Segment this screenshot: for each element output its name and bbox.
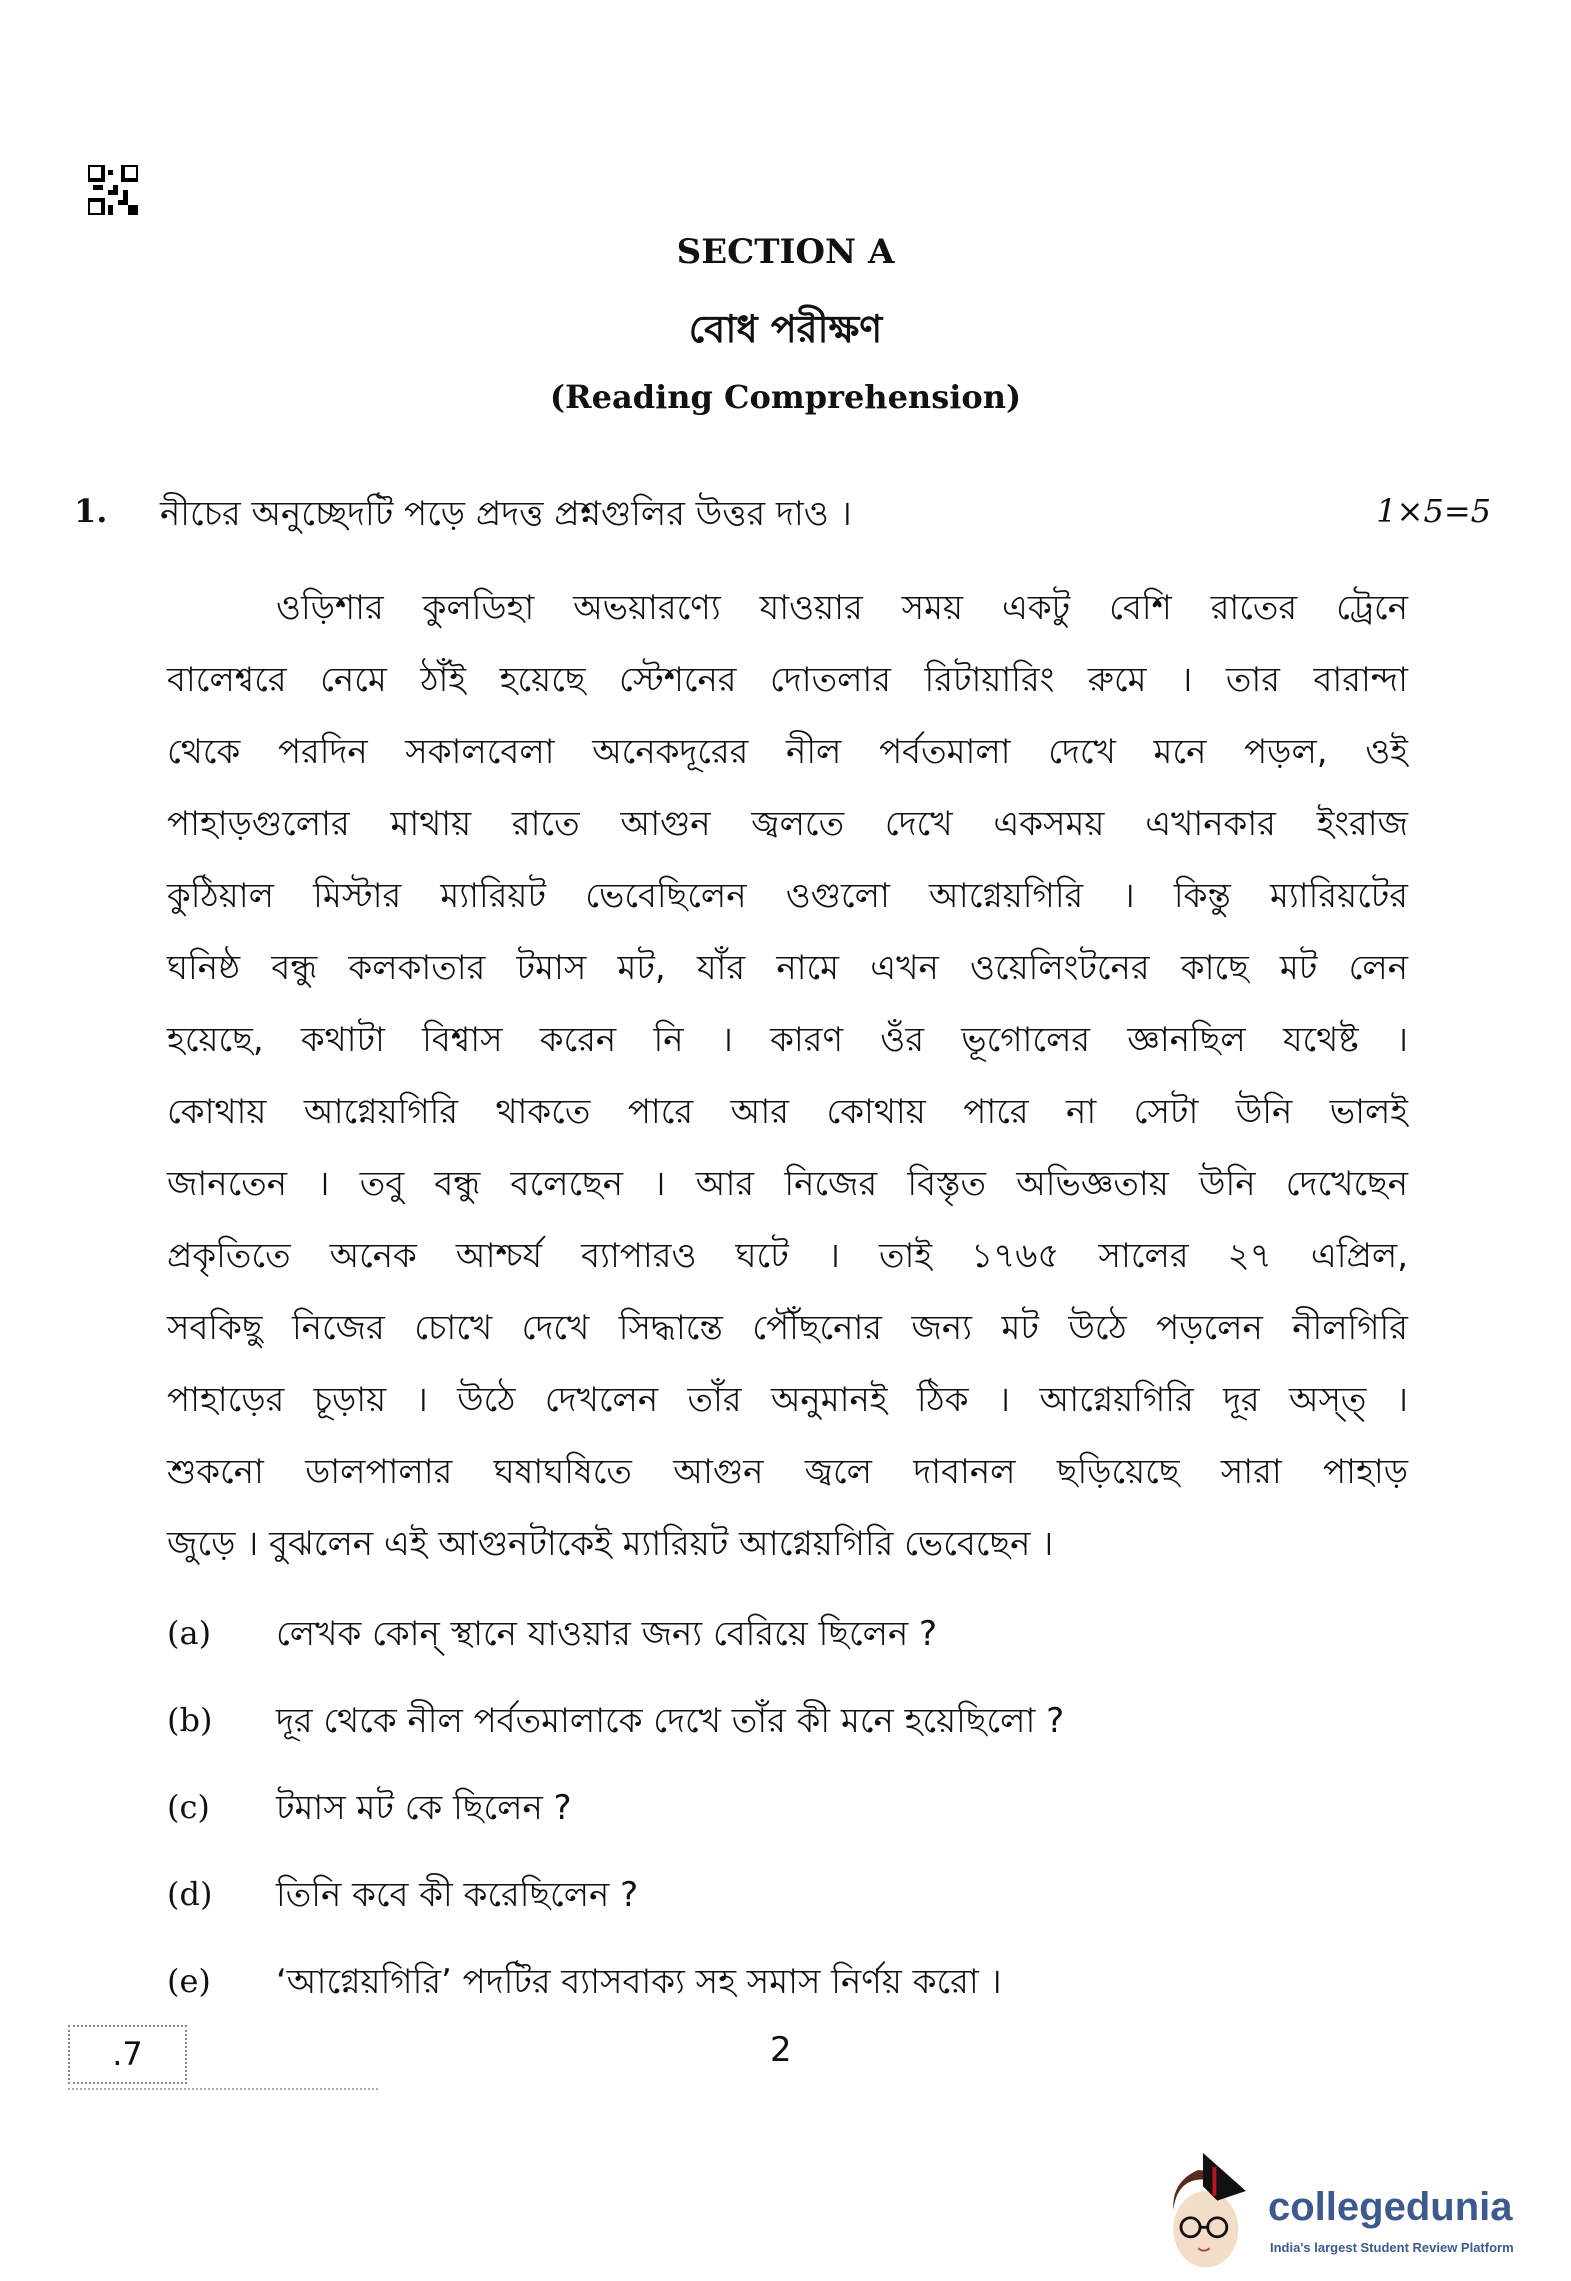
microtext-divider — [68, 2088, 378, 2093]
passage-line: কুঠিয়াল মিস্টার ম্যারিয়ট ভেবেছিলেন ওগুলো আগ্নেয়গিরি । কিন্তু ম্যারিয়টের — [167, 876, 1408, 916]
passage-line: শুকনো ডালপালার ঘষাঘষিতে আগুন জ্বলে দাবানল ছড়িয়েছে সারা পাহাড় — [167, 1452, 1408, 1492]
passage-line: জানতেন । তবু বন্ধু বলেছেন । আর নিজের বিস্তৃত অভিজ্ঞতায় উনি দেখেছেন — [167, 1164, 1408, 1204]
subquestion-text: তিনি কবে কী করেছিলেন ? — [276, 1875, 639, 1915]
brand-wordmark: collegedunia — [1268, 2185, 1513, 2229]
subquestion-label: (a) — [167, 1614, 212, 1652]
passage-line: জুড়ে । বুঝলেন এই আগুনটাকেই ম্যারিয়ট আগ্নেয়গিরি ভেবেছেন । — [167, 1524, 1054, 1564]
page-number: 2 — [770, 2030, 792, 2070]
subquestion-label: (c) — [167, 1788, 210, 1826]
paper-code-box: .7 — [68, 2025, 187, 2084]
passage-line: ওড়িশার কুলডিহা অভয়ারণ্যে যাওয়ার সময় একটু বেশি রাতের ট্রেনে — [276, 588, 1408, 628]
subquestion-text: লেখক কোন্ স্থানে যাওয়ার জন্য বেরিয়ে ছিলেন ? — [276, 1614, 938, 1654]
subquestion-label: (d) — [167, 1875, 213, 1913]
passage-line: বালেশ্বরে নেমে ঠাঁই হয়েছে স্টেশনের দোতলার রিটায়ারিং রুমে । তার বারান্দা — [167, 660, 1408, 700]
passage-line: সবকিছু নিজের চোখে দেখে সিদ্ধান্তে পৌঁছনোর জন্য মট উঠে পড়লেন নীলগিরি — [167, 1308, 1408, 1348]
passage-line: পাহাড়গুলোর মাথায় রাতে আগুন জ্বলতে দেখে একসময় এখানকার ইংরাজ — [167, 804, 1408, 844]
section-title-bengali: বোধ পরীক্ষণ — [688, 306, 883, 351]
passage-line: কোথায় আগ্নেয়গিরি থাকতে পারে আর কোথায় পারে না সেটা উনি ভালই — [167, 1092, 1408, 1132]
subquestion-text: দূর থেকে নীল পর্বতমালাকে দেখে তাঁর কী মনে হয়েছিলো ? — [276, 1701, 1065, 1741]
question-instruction: নীচের অনুচ্ছেদটি পড়ে প্রদত্ত প্রশ্নগুলির উত্তর দাও । — [160, 494, 852, 534]
question-marks: 1×5=5 — [1376, 492, 1491, 530]
passage-line: ঘনিষ্ঠ বন্ধু কলকাতার টমাস মট, যাঁর নামে এখন ওয়েলিংটনের কাছে মট লেন — [167, 948, 1408, 988]
question-number: 1. — [74, 492, 108, 530]
passage-line: প্রকৃতিতে অনেক আশ্চর্য ব্যাপারও ঘটে । তাই ১৭৬৫ সালের ২৭ এপ্রিল, — [167, 1236, 1408, 1276]
passage-line: পাহাড়ের চূড়ায় । উঠে দেখলেন তাঁর অনুমানই ঠিক । আগ্নেয়গিরি দূর অস্ত্ । — [167, 1380, 1408, 1420]
subquestion-label: (e) — [167, 1962, 211, 2000]
section-heading: SECTION A — [676, 232, 895, 272]
section-title-english: (Reading Comprehension) — [549, 378, 1022, 416]
qr-code-icon — [88, 165, 138, 215]
brand-tagline: India's largest Student Review Platform — [1270, 2240, 1514, 2255]
subquestion-label: (b) — [167, 1701, 213, 1739]
subquestion-text: টমাস মট কে ছিলেন ? — [276, 1788, 572, 1828]
passage-line: হয়েছে, কথাটা বিশ্বাস করেন নি । কারণ ওঁর ভূগোলের জ্ঞানছিল যথেষ্ট । — [167, 1020, 1408, 1060]
mascot-logo-icon — [1160, 2150, 1265, 2275]
passage-line: থেকে পরদিন সকালবেলা অনেকদূরের নীল পর্বতমালা দেখে মনে পড়ল, ওই — [167, 732, 1408, 772]
subquestion-text: ‘আগ্নেয়গিরি’ পদটির ব্যাসবাক্য সহ সমাস নির্ণয় করো । — [276, 1962, 1002, 2002]
